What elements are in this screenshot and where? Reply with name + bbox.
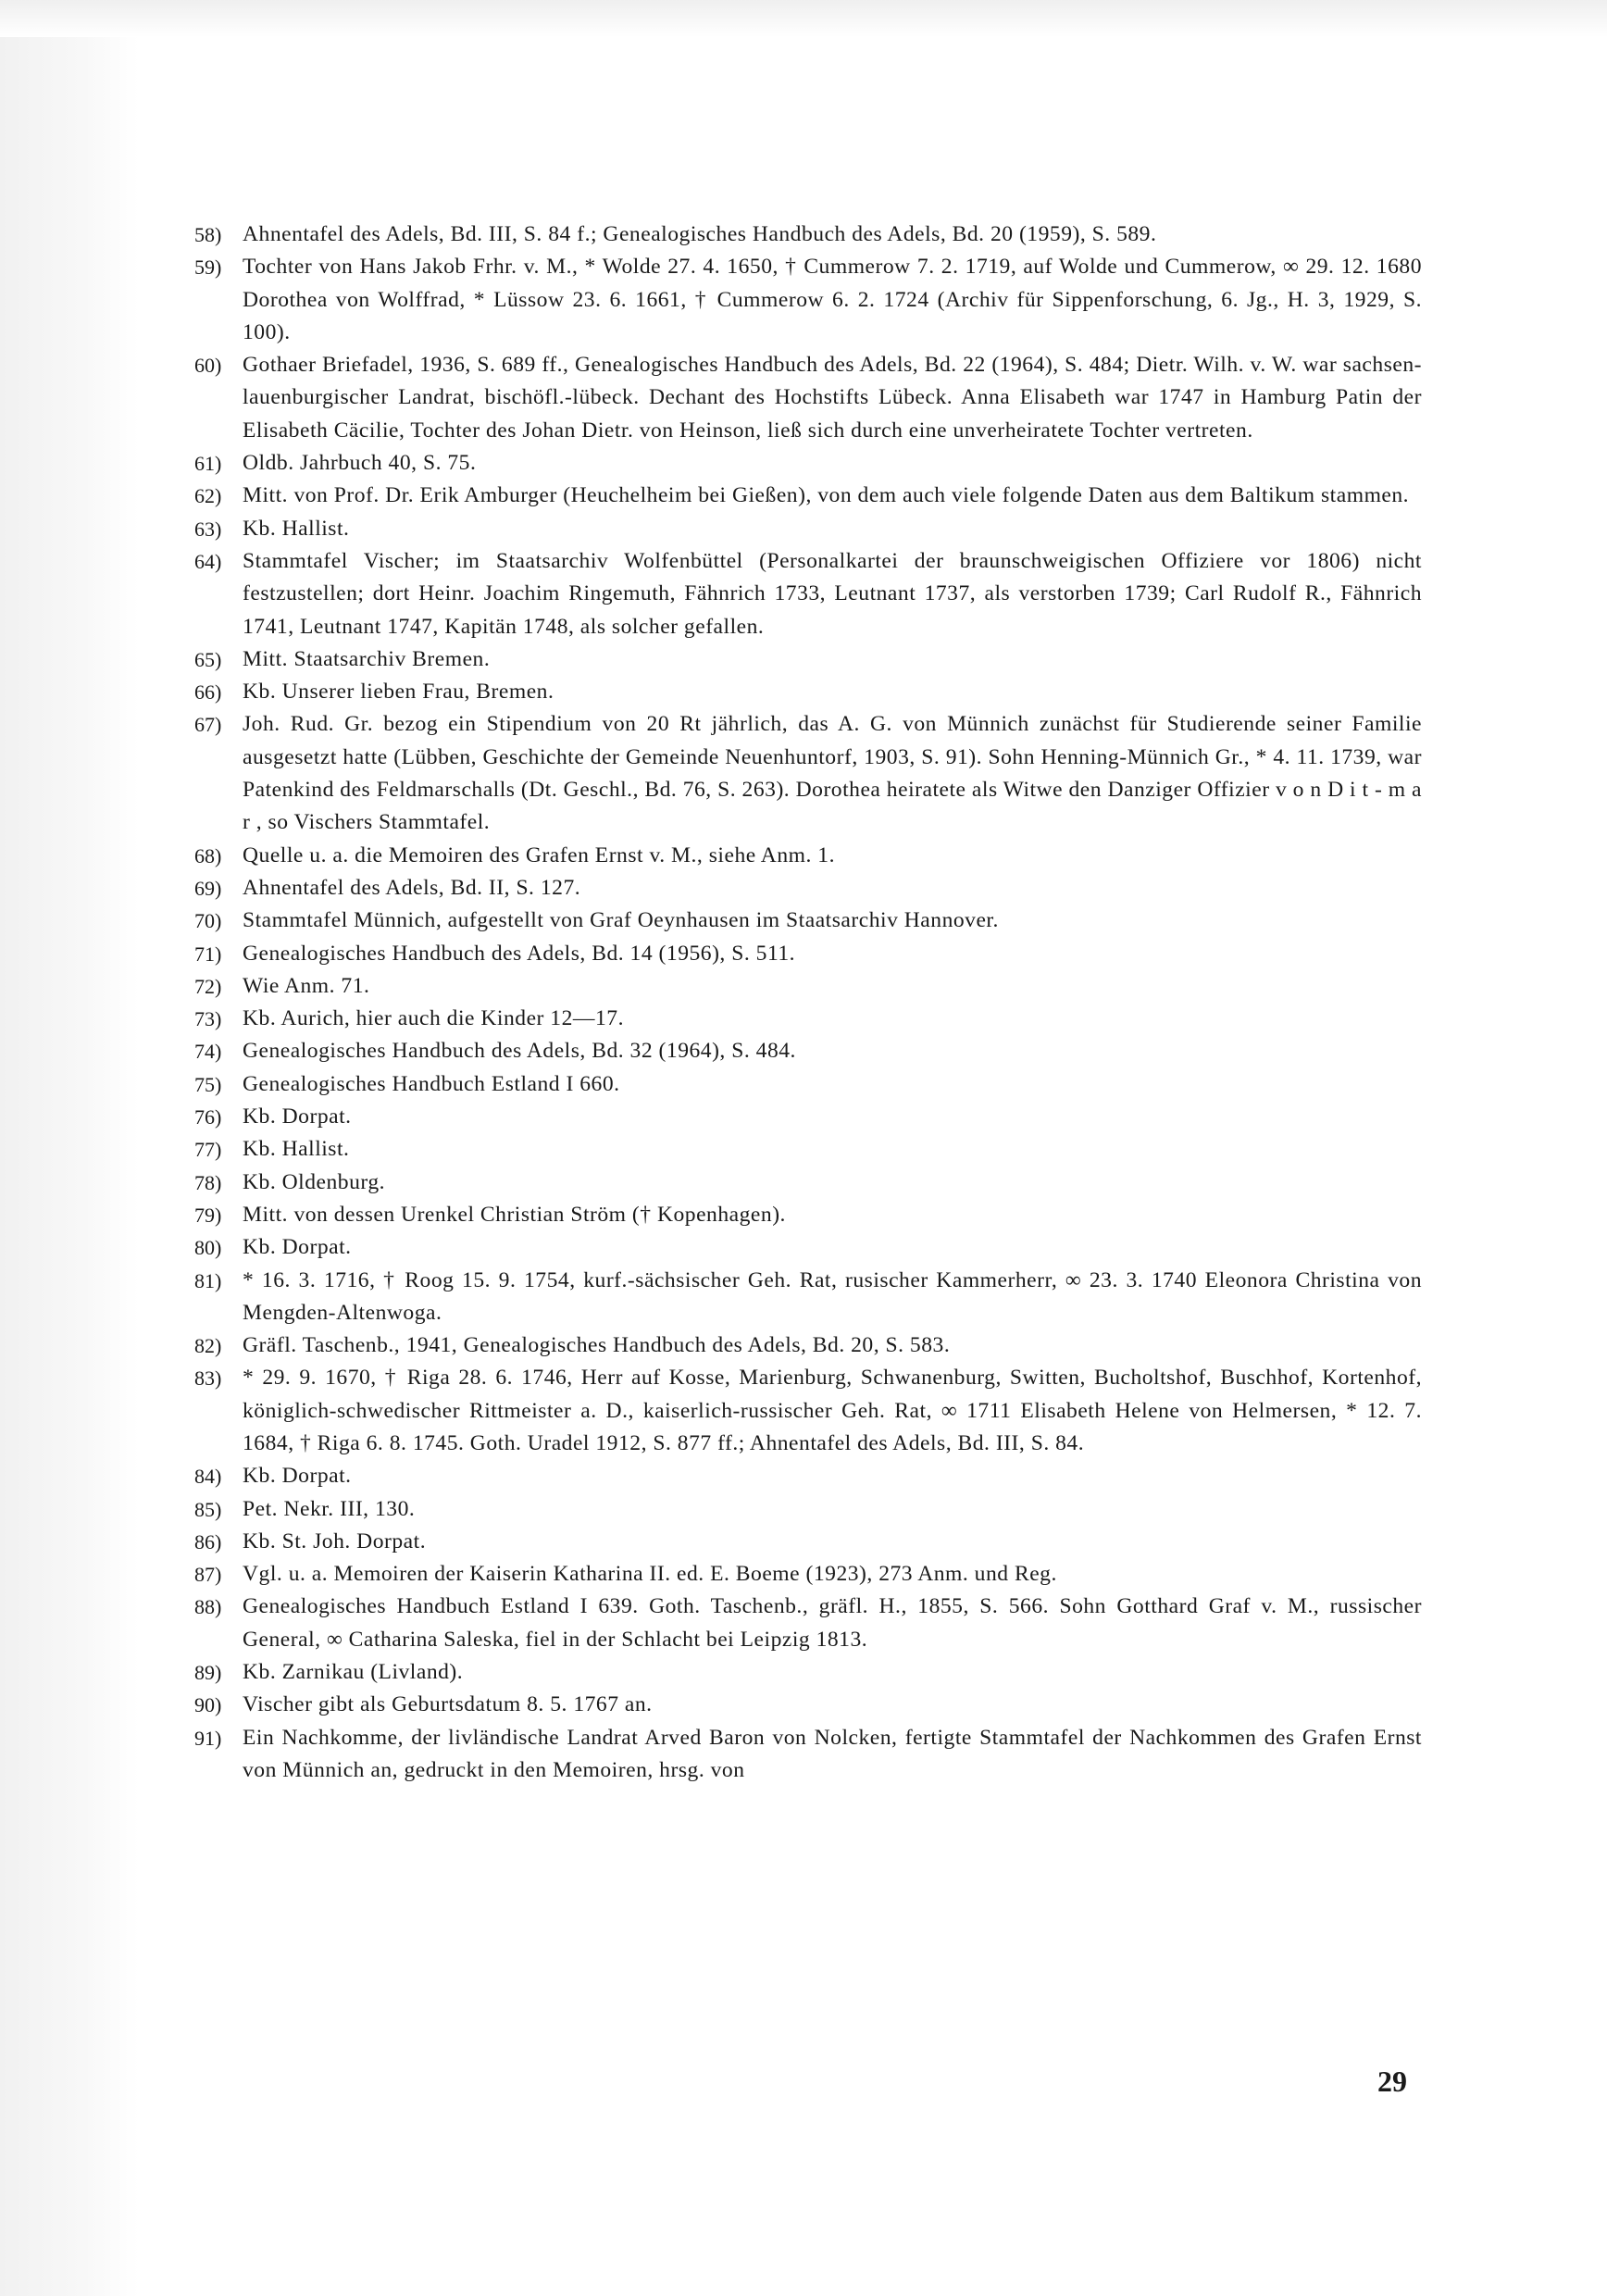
footnote-text: Gräfl. Taschenb., 1941, Genealogisches Handbuch des Adels, Bd. 20, S. 583.: [243, 1333, 951, 1358]
footnote: [194, 1722, 1422, 1788]
footnote-number: 78): [194, 1170, 222, 1194]
footnote-text: * 16. 3. 1716, † Roog 15. 9. 1754, kurf.-sächsischer Geh. Rat, rusischer Kammerherr, ∞ 23. 3. 1740 Eleonora Christina von Mengden-Altenwoga.: [243, 1267, 1422, 1325]
footnote-number: 70): [194, 909, 222, 933]
footnotes-list: [194, 218, 1422, 1787]
footnote-number: 82): [194, 1334, 222, 1358]
footnote-text: Ahnentafel des Adels, Bd. II, S. 127.: [243, 875, 581, 900]
footnote-text: Pet. Nekr. III, 130.: [243, 1496, 416, 1521]
footnote-text: Genealogisches Handbuch des Adels, Bd. 32 (1964), S. 484.: [243, 1039, 796, 1064]
footnote-number: 63): [194, 517, 222, 541]
footnote: [194, 1101, 1422, 1133]
footnote-text: * 29. 9. 1670, † Riga 28. 6. 1746, Herr auf Kosse, Marienburg, Schwanenburg, Switten, Bucholtshof, Buschhof, Kortenhof, königlich-schwedischer Rittmeister a. D., kaiserlich-russischer Geh. Rat, ∞ 1711 Elisabeth Helene von Helmersen, * 12. 7. 1684, † Riga 6. 8. 1745. Goth. Uradel 1912, S. 877 ff.; Ahnentafel des Adels, Bd. III, S. 84.: [243, 1366, 1422, 1455]
footnote-text: Stammtafel Vischer; im Staatsarchiv Wolfenbüttel (Personalkartei der braunschweigischen Offiziere vor 1806) nicht festzustellen; dort Heinr. Joachim Ringemuth, Fähnrich 1733, Leutnant 1737, als verstorben 1739; Carl Rudolf R., Fähnrich 1741, Leutnant 1747, Kapitän 1748, als solcher gefallen.: [243, 548, 1422, 639]
footnote-number: 79): [194, 1203, 222, 1227]
footnote: [194, 840, 1422, 872]
footnote-number: 89): [194, 1661, 222, 1685]
footnote-text: Genealogisches Handbuch Estland I 639. Goth. Taschenb., gräfl. H., 1855, S. 566. Sohn Gotthard Graf v. M., russischer General, ∞ Catharina Saleska, fiel in der Schlacht bei Leipzig 1813.: [243, 1594, 1422, 1652]
footnote-number: 87): [194, 1563, 222, 1587]
footnote-text: Vischer gibt als Geburtsdatum 8. 5. 1767 an.: [243, 1692, 653, 1717]
footnote-number: 64): [194, 549, 222, 573]
footnote: [194, 1003, 1422, 1035]
footnote: [194, 1526, 1422, 1558]
footnote: [194, 1167, 1422, 1199]
footnote-number: 76): [194, 1105, 222, 1129]
footnote: [194, 480, 1422, 512]
footnote: [194, 251, 1422, 349]
footnote-number: 61): [194, 452, 222, 476]
footnote-text: Tochter von Hans Jakob Frhr. v. M., * Wolde 27. 4. 1650, † Cummerow 7. 2. 1719, auf Wolde und Cummerow, ∞ 29. 12. 1680 Dorothea von Wolffrad, * Lüssow 23. 6. 1661, † Cummerow 6. 2. 1724 (Archiv für Sippenforschung, 6. Jg., H. 3, 1929, S. 100).: [243, 255, 1422, 344]
footnote-number: 80): [194, 1236, 222, 1260]
footnote-text: Kb. Dorpat.: [243, 1464, 352, 1489]
footnote: [194, 970, 1422, 1003]
footnote-number: 88): [194, 1595, 222, 1619]
footnote: [194, 676, 1422, 708]
footnote-text: Kb. Unserer lieben Frau, Bremen.: [243, 680, 554, 705]
footnote-number: 74): [194, 1040, 222, 1064]
footnote: [194, 905, 1422, 937]
footnote: [194, 872, 1422, 905]
footnote-text: Kb. Hallist.: [243, 516, 350, 541]
footnote-number: 67): [194, 713, 222, 737]
footnote: [194, 1199, 1422, 1231]
page-number: 29: [1377, 2065, 1407, 2098]
footnote-text: Kb. Oldenburg.: [243, 1169, 386, 1194]
footnote-number: 81): [194, 1268, 222, 1292]
footnote-number: 73): [194, 1007, 222, 1031]
footnote-text: Oldb. Jahrbuch 40, S. 75.: [243, 451, 477, 476]
footnote: [194, 1689, 1422, 1721]
footnote-number: 77): [194, 1138, 222, 1162]
footnote-number: 68): [194, 843, 222, 867]
footnote: [194, 1656, 1422, 1689]
footnote-text: Ahnentafel des Adels, Bd. III, S. 84 f.; Genealogisches Handbuch des Adels, Bd. 20 (1959), S. 589.: [243, 222, 1157, 246]
footnote: [194, 1035, 1422, 1067]
footnote: [194, 938, 1422, 970]
footnote-text: Vgl. u. a. Memoiren der Kaiserin Katharina II. ed. E. Boeme (1923), 273 Anm. und Reg.: [243, 1562, 1057, 1587]
footnote: [194, 1558, 1422, 1591]
footnote-number: 62): [194, 484, 222, 508]
footnote: [194, 708, 1422, 839]
footnote: [194, 1231, 1422, 1264]
footnote-number: 84): [194, 1465, 222, 1489]
footnote: [194, 545, 1422, 643]
footnote-text: Kb. St. Joh. Dorpat.: [243, 1529, 427, 1554]
footnote-text: Kb. Zarnikau (Livland).: [243, 1660, 464, 1685]
footnote: [194, 349, 1422, 447]
footnote-number: 60): [194, 354, 222, 378]
footnote: [194, 447, 1422, 480]
footnote-text: Genealogisches Handbuch des Adels, Bd. 14 (1956), S. 511.: [243, 941, 796, 966]
footnote-number: 71): [194, 942, 222, 966]
scan-shadow-top: [0, 0, 1607, 37]
footnote-number: 69): [194, 876, 222, 900]
footnote-text: Quelle u. a. die Memoiren des Grafen Ernst v. M., siehe Anm. 1.: [243, 842, 835, 867]
footnote: [194, 1265, 1422, 1330]
footnote: [194, 1460, 1422, 1492]
footnote: [194, 1068, 1422, 1101]
footnote-number: 65): [194, 647, 222, 671]
footnote-text: Joh. Rud. Gr. bezog ein Stipendium von 20 Rt jährlich, das A. G. von Münnich zunächst für Studierende seiner Familie ausgesetzt hatte (Lübben, Geschichte der Gemeinde Neuenhuntorf, 1903, S. 91). Sohn Henning-Münnich Gr., * 4. 11. 1739, war Patenkind des Feldmarschalls (Dt. Geschl., Bd. 76, S. 263). Dorothea heiratete als Witwe den Danziger Offizier v o n D i t - m a r , so Vischers Stammtafel.: [243, 712, 1422, 835]
footnote-number: 83): [194, 1366, 222, 1391]
footnote: [194, 1329, 1422, 1362]
footnote: [194, 1591, 1422, 1656]
scan-shadow-left: [0, 0, 139, 2296]
footnote-text: Genealogisches Handbuch Estland I 660.: [243, 1071, 620, 1096]
footnote-text: Ein Nachkomme, der livländische Landrat Arved Baron von Nolcken, fertigte Stammtafel der Nachkommen des Grafen Ernst von Münnich an, gedruckt in den Memoiren, hrsg. von: [243, 1725, 1422, 1782]
footnote-number: 59): [194, 256, 222, 280]
footnote-text: Gothaer Briefadel, 1936, S. 689 ff., Genealogisches Handbuch des Adels, Bd. 22 (1964), S. 484; Dietr. Wilh. v. W. war sachsen-lauenburgischer Landrat, bischöfl.-lübeck. Dechant des Hochstifts Lübeck. Anna Elisabeth war 1747 in Hamburg Patin der Elisabeth Cäcilie, Tochter des Johan Dietr. von Heinson, ließ sich durch eine unverheiratete Tochter vertreten.: [243, 353, 1422, 443]
footnote-text: Kb. Dorpat.: [243, 1104, 352, 1129]
footnote: [194, 1493, 1422, 1526]
footnote-number: 72): [194, 974, 222, 998]
footnote-number: 66): [194, 680, 222, 705]
footnote-text: Wie Anm. 71.: [243, 973, 370, 998]
footnote-text: Stammtafel Münnich, aufgestellt von Graf Oeynhausen im Staatsarchiv Hannover.: [243, 908, 999, 933]
footnote-text: Mitt. Staatsarchiv Bremen.: [243, 646, 491, 671]
footnote-number: 90): [194, 1693, 222, 1717]
footnote-number: 91): [194, 1726, 222, 1750]
footnote-number: 86): [194, 1529, 222, 1554]
footnote-text: Kb. Aurich, hier auch die Kinder 12—17.: [243, 1006, 624, 1031]
footnote-number: 58): [194, 223, 222, 246]
footnote-text: Kb. Dorpat.: [243, 1235, 352, 1260]
footnote: [194, 1133, 1422, 1166]
footnote: [194, 513, 1422, 545]
footnote-text: Kb. Hallist.: [243, 1137, 350, 1162]
footnote: [194, 1362, 1422, 1460]
footnote: [194, 643, 1422, 676]
footnote-text: Mitt. von dessen Urenkel Christian Ström († Kopenhagen).: [243, 1202, 786, 1227]
footnote-text: Mitt. von Prof. Dr. Erik Amburger (Heuchelheim bei Gießen), von dem auch viele folgende Daten aus dem Baltikum stammen.: [243, 483, 1410, 508]
footnote-number: 75): [194, 1072, 222, 1096]
footnote: [194, 218, 1422, 251]
footnote-number: 85): [194, 1497, 222, 1521]
